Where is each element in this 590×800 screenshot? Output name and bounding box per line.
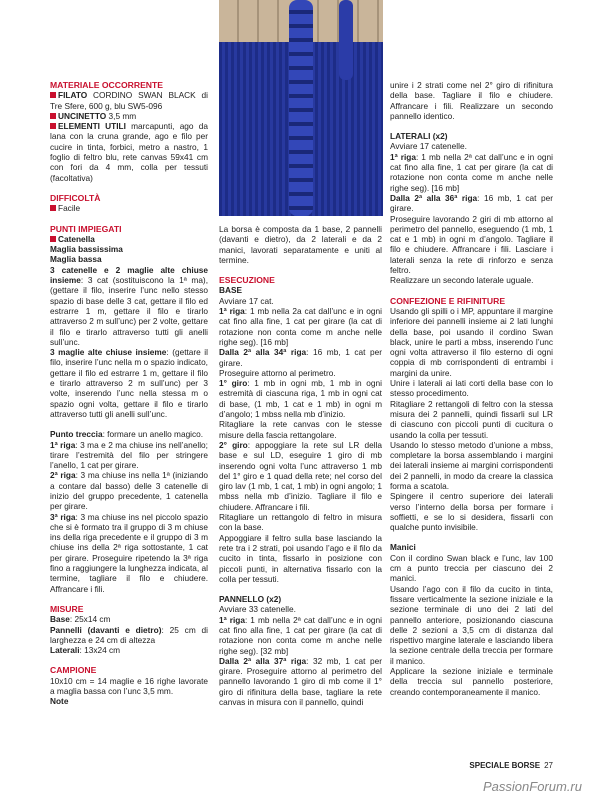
text-block: : 13x24 cm [79, 645, 121, 656]
heading-difficolta: DIFFICOLTÀ [50, 192, 101, 203]
text-block: Maglia bassa [50, 254, 102, 265]
text-block: : appoggiare la rete sul LR della base e sul LD, eseguire 1 giro di mb inserendo ogni volta l’unc attraverso 1 mb del 1° giro e 1 quad della rete; nel corso del giro lav (1 mb, 1 cat, 1 mb) in ogni angolo; 1 mbss nella mb d’inizio. Tagliare il filo e chiudere. Affrancare i fili. [219, 439, 382, 512]
text-block: : 3 ma chiuse ins nel piccolo spazio che si è formato tra il gruppo di 3 m chiuse ins della riga precedente e il gruppo di 3 m chiuse ins della 2ª riga sottostante, 1 cat per girare. Proseguire ripetendo la 3ª riga fino a raggiungere la lunghezza indicata, al termine, tagliare il filo e chiudere. Affrancare i fili. [50, 511, 208, 594]
text-block: Ritagliare 2 rettangoli di feltro con la stessa misura dei 2 pannelli, quindi fissarli sul LR di ciascuno con piccoli punti di cucitura o usando la colla per tessuti. [390, 398, 553, 440]
bold-label: 1ª riga [50, 439, 76, 450]
column-right [390, 80, 553, 697]
bold-label: 2° giro [219, 439, 248, 450]
text-block [50, 236, 56, 242]
bag-photo [219, 0, 383, 216]
column-middle [219, 224, 382, 707]
text-block [50, 111, 208, 121]
intro-text: La borsa è composta da 1 base, 2 pannelli (davanti e dietro), da 2 laterali e da 2 manici, lavorati separatamente e uniti al termine. [219, 224, 382, 265]
text-block [50, 470, 208, 511]
text-block: CORDINO SWAN BLACK di Tre Sfere, 600 g, blu SW5-096 [50, 90, 208, 111]
bold-label: UNCINETTO [58, 110, 107, 121]
text-block: Proseguire lavorando 2 giri di mb attorno al perimetro del pannello, eseguendo (1 mb, 1 cat e 1 mb) in ogni m d’angolo. Tagliare il filo e chiudere. Affrancare i fili. Lasciare i laterali senza la rete di rinforzo e senza feltro. [390, 213, 553, 276]
bold-label: Dalla 2ª alla 34ª riga [219, 347, 307, 358]
text-block [50, 440, 208, 471]
watermark: PassionForum.ru [483, 779, 582, 794]
text-block: Appoggiare il feltro sulla base lasciando la rete tra i 2 strati, poi usando l’ago e il filo da cucito in tinta, fissarlo in posizione con piccoli punti, in alternativa fissarlo con la colla per tessuti. [219, 532, 382, 584]
bold-label: 2ª riga [50, 470, 76, 481]
text-block [50, 90, 208, 111]
text-block: : 3 cat (sostituiscono la 1ª ma), (gettare il filo, inserire l’unc nello stesso spazio di base delle 3 cat, gettare il filo ed estrarre 1 m, gettare il filo e tirarlo attraverso 2 m sull’unc) per 2 volte, gettare il filo e tirarlo attraverso tutti gli anelli sull’unc. [50, 275, 208, 347]
text-block: : 3 ma chiuse ins nella 1ª (iniziando a contare dal basso) delle 3 catenelle di inizio del gruppo precedente, 1 catenella per girare. [50, 470, 208, 512]
bold-label: 3 catenelle e 2 maglie alte chiuse insieme [50, 264, 208, 286]
text-block [219, 615, 382, 656]
text-block: Maglia bassissima [50, 244, 123, 255]
text-block [50, 234, 208, 244]
bold-label: 1ª riga [219, 614, 245, 625]
text-block [50, 265, 208, 347]
text-block: Catenella [58, 233, 95, 244]
text-block: : (gettare il filo, inserire l’unc nella m o spazio indicato, gettare il filo ed estrarre 1 m, gettare il filo e tirarlo attraverso 2 m sull’unc) per 3 volte, inserendo l’unc nella stessa m o spazio ogni volta, gettare il filo e tirarlo attraverso tutti gli anelli sull’unc. [50, 347, 208, 419]
text-block [50, 512, 208, 594]
bold-label: Dalla 2ª alla 36ª riga [390, 192, 478, 203]
text-block [50, 92, 56, 98]
bold-label: 1ª riga [390, 151, 416, 162]
text-block [50, 625, 208, 646]
heading-materiale: MATERIALE OCCORRENTE [50, 80, 163, 90]
bold-label: Punto treccia [50, 429, 103, 440]
text-block: : 1 mb in ogni mb, 1 mb in ogni estremità di ciascuna riga, 1 mb in ogni cat di base, (1 mb, 1 cat e 1 mb) in ogni m d’angolo; 1 mbss nella mb d’inizio. [219, 378, 382, 420]
page-footer: SPECIALE BORSE 27 [469, 761, 553, 770]
text-block: marcapunti, ago da lana con la cruna grande, ago e filo per cucire in tinta, forbici, metro a nastro, 1 foglio di feltro blu, rete canvas 59x41 cm con fori da 4 mm, colla per tessuti (facoltativa) [50, 121, 208, 183]
text-block: Spingere il centro superiore dei laterali verso l’interno della borsa per formare i soffietti, e se lo si desidera, fissarli con qualche punto invisibile. [390, 491, 553, 533]
text-block: 3,5 mm [106, 110, 137, 121]
bold-label: Laterali [50, 645, 80, 656]
page-number: 27 [544, 761, 553, 770]
bold-label: Dalla 2ª alla 37ª riga [219, 655, 307, 666]
text-block: Usando lo stesso metodo d’unione a mbss, completare la borsa assemblando i margini dei laterali insieme ai margini corrispondenti dei 2 pannelli, in modo da creare la classica forma a scatola. [390, 439, 553, 491]
text-block: Avviare 17 cat. [219, 295, 274, 306]
text-block: 10x10 cm = 14 maglie e 16 righe lavorate a maglia bassa con l’unc 3,5 mm. [50, 675, 208, 697]
text-block [50, 205, 56, 211]
text-block: Usando l’ago con il filo da cucito in tinta, fissare verticalmente la sezione iniziale e la sezione terminale di uno dei 2 lati del pannello anteriore, posizionando ciascuna delle 2 sezioni a 3,5 cm di distanza dal rispettivo margine laterale e lasciando libera la sezione centrale della treccia per formare il manico. [390, 583, 553, 666]
text-block: : 1 mb nella 2ª cat dall’unc e in ogni cat fino alla fine, 1 cat per girare (la cat di rotazione non conta come m anche nelle righe seg). [16 mb] [390, 151, 553, 193]
text-block [50, 645, 208, 655]
text-block: Proseguire attorno al perimetro. [219, 367, 336, 378]
text-block [50, 203, 208, 213]
text-block [50, 347, 208, 419]
text-block: Realizzare un secondo laterale uguale. [390, 275, 534, 286]
text-block [390, 193, 553, 214]
text-block: Avviare 33 catenelle. [219, 604, 296, 615]
text-block: Usando gli spilli o i MP, appuntare il margine inferiore dei pannelli insieme ai 2 lati lunghi della base, poi usando il cordino Swan black, unire le parti a mbss, inserendo l’unc ogni volta attraverso il filo esterno di ogni coppia di mb corrispondenti di entrambi i margini da unire. [390, 305, 553, 378]
heading-laterali: LATERALI (x2) [390, 131, 448, 142]
bold-label: Pannelli (davanti e dietro) [50, 624, 162, 635]
text-block: unire i 2 strati come nel 2° giro di rifinitura della base. Tagliare il filo e chiudere. Affrancare i fili. Realizzare un secondo pannello identico. [390, 80, 553, 121]
text-block: Ritagliare la rete canvas con le stesse misure della fascia rettangolare. [219, 419, 382, 440]
text-block [50, 429, 208, 439]
text-block [219, 656, 382, 707]
bold-label: 3ª riga [50, 511, 76, 522]
text-block: Applicare la sezione iniziale e terminale della treccia sul pannello posteriore, creando contemporaneamente il manico. [390, 666, 553, 697]
text-block: : 25 cm di larghezza e 24 cm di altezza [50, 624, 208, 645]
text-block [219, 347, 382, 368]
text-block: : 1 mb nella 2ª cat dall’unc e in ogni cat fino alla fine, 1 cat per girare (la cat di rotazione non conta come m anche nelle righe seg). [32 mb] [219, 614, 382, 656]
text-block [390, 152, 553, 193]
bold-label: Base [50, 614, 70, 625]
bold-label: 1° giro [219, 378, 248, 389]
column-left [50, 80, 208, 707]
bold-label: FILATO [58, 90, 88, 101]
bold-label: 3 maglie alte chiuse insieme [50, 347, 167, 358]
text-block [50, 113, 56, 119]
text-block: : 16 mb, 1 cat per girare. [219, 347, 382, 368]
text-block [50, 614, 208, 624]
text-block: : 16 mb, 1 cat per girare. [390, 192, 553, 214]
text-block [50, 121, 208, 183]
heading-punti: PUNTI IMPIEGATI [50, 223, 122, 234]
heading-campione: CAMPIONE [50, 665, 97, 676]
text-block: Note [50, 696, 69, 707]
bold-label: 1ª riga [219, 306, 245, 317]
heading-confezione: CONFEZIONE E RIFINITURE [390, 295, 506, 306]
text-block: Unire i laterali ai lati corti della base con lo stesso procedimento. [390, 378, 553, 399]
text-block [219, 306, 382, 347]
text-block: : 32 mb, 1 cat per girare. Proseguire attorno al perimetro del pannello lavorando 1 giro di mb come il 1° giro di rifinitura della base, tagliare la rete canvas in misura con il pannello, quindi [219, 655, 382, 708]
text-block [219, 378, 382, 419]
text-block: BASE [219, 285, 243, 296]
heading-esecuzione: ESECUZIONE [219, 275, 275, 286]
text-block [50, 123, 56, 129]
text-block: : formare un anello magico. [102, 429, 204, 440]
text-block: PANNELLO (x2) [219, 594, 282, 605]
heading-misure: MISURE [50, 603, 84, 614]
bold-label: ELEMENTI UTILI [58, 121, 126, 132]
text-block: : 3 ma e 2 ma chiuse ins nell’anello; tirare l’estremità del filo per stringere l’anello, 1 cat per girare. [50, 439, 208, 471]
text-block: : 25x14 cm [69, 614, 111, 625]
text-block: Ritagliare un rettangolo di feltro in misura con la base. [219, 512, 382, 533]
text-block [219, 440, 382, 512]
text-block: Facile [58, 203, 81, 214]
text-block: Manici [390, 542, 416, 553]
text-block: Avviare 17 catenelle. [390, 141, 467, 152]
text-block: Con il cordino Swan black e l’unc, lav 100 cm a punto treccia per ciascuno dei 2 manici. [390, 552, 553, 584]
text-block: : 1 mb nella 2a cat dall’unc e in ogni cat fino alla fine, 1 cat per girare (la cat di rotazione non conta come m anche nelle righe seg). [16 mb] [219, 306, 382, 347]
